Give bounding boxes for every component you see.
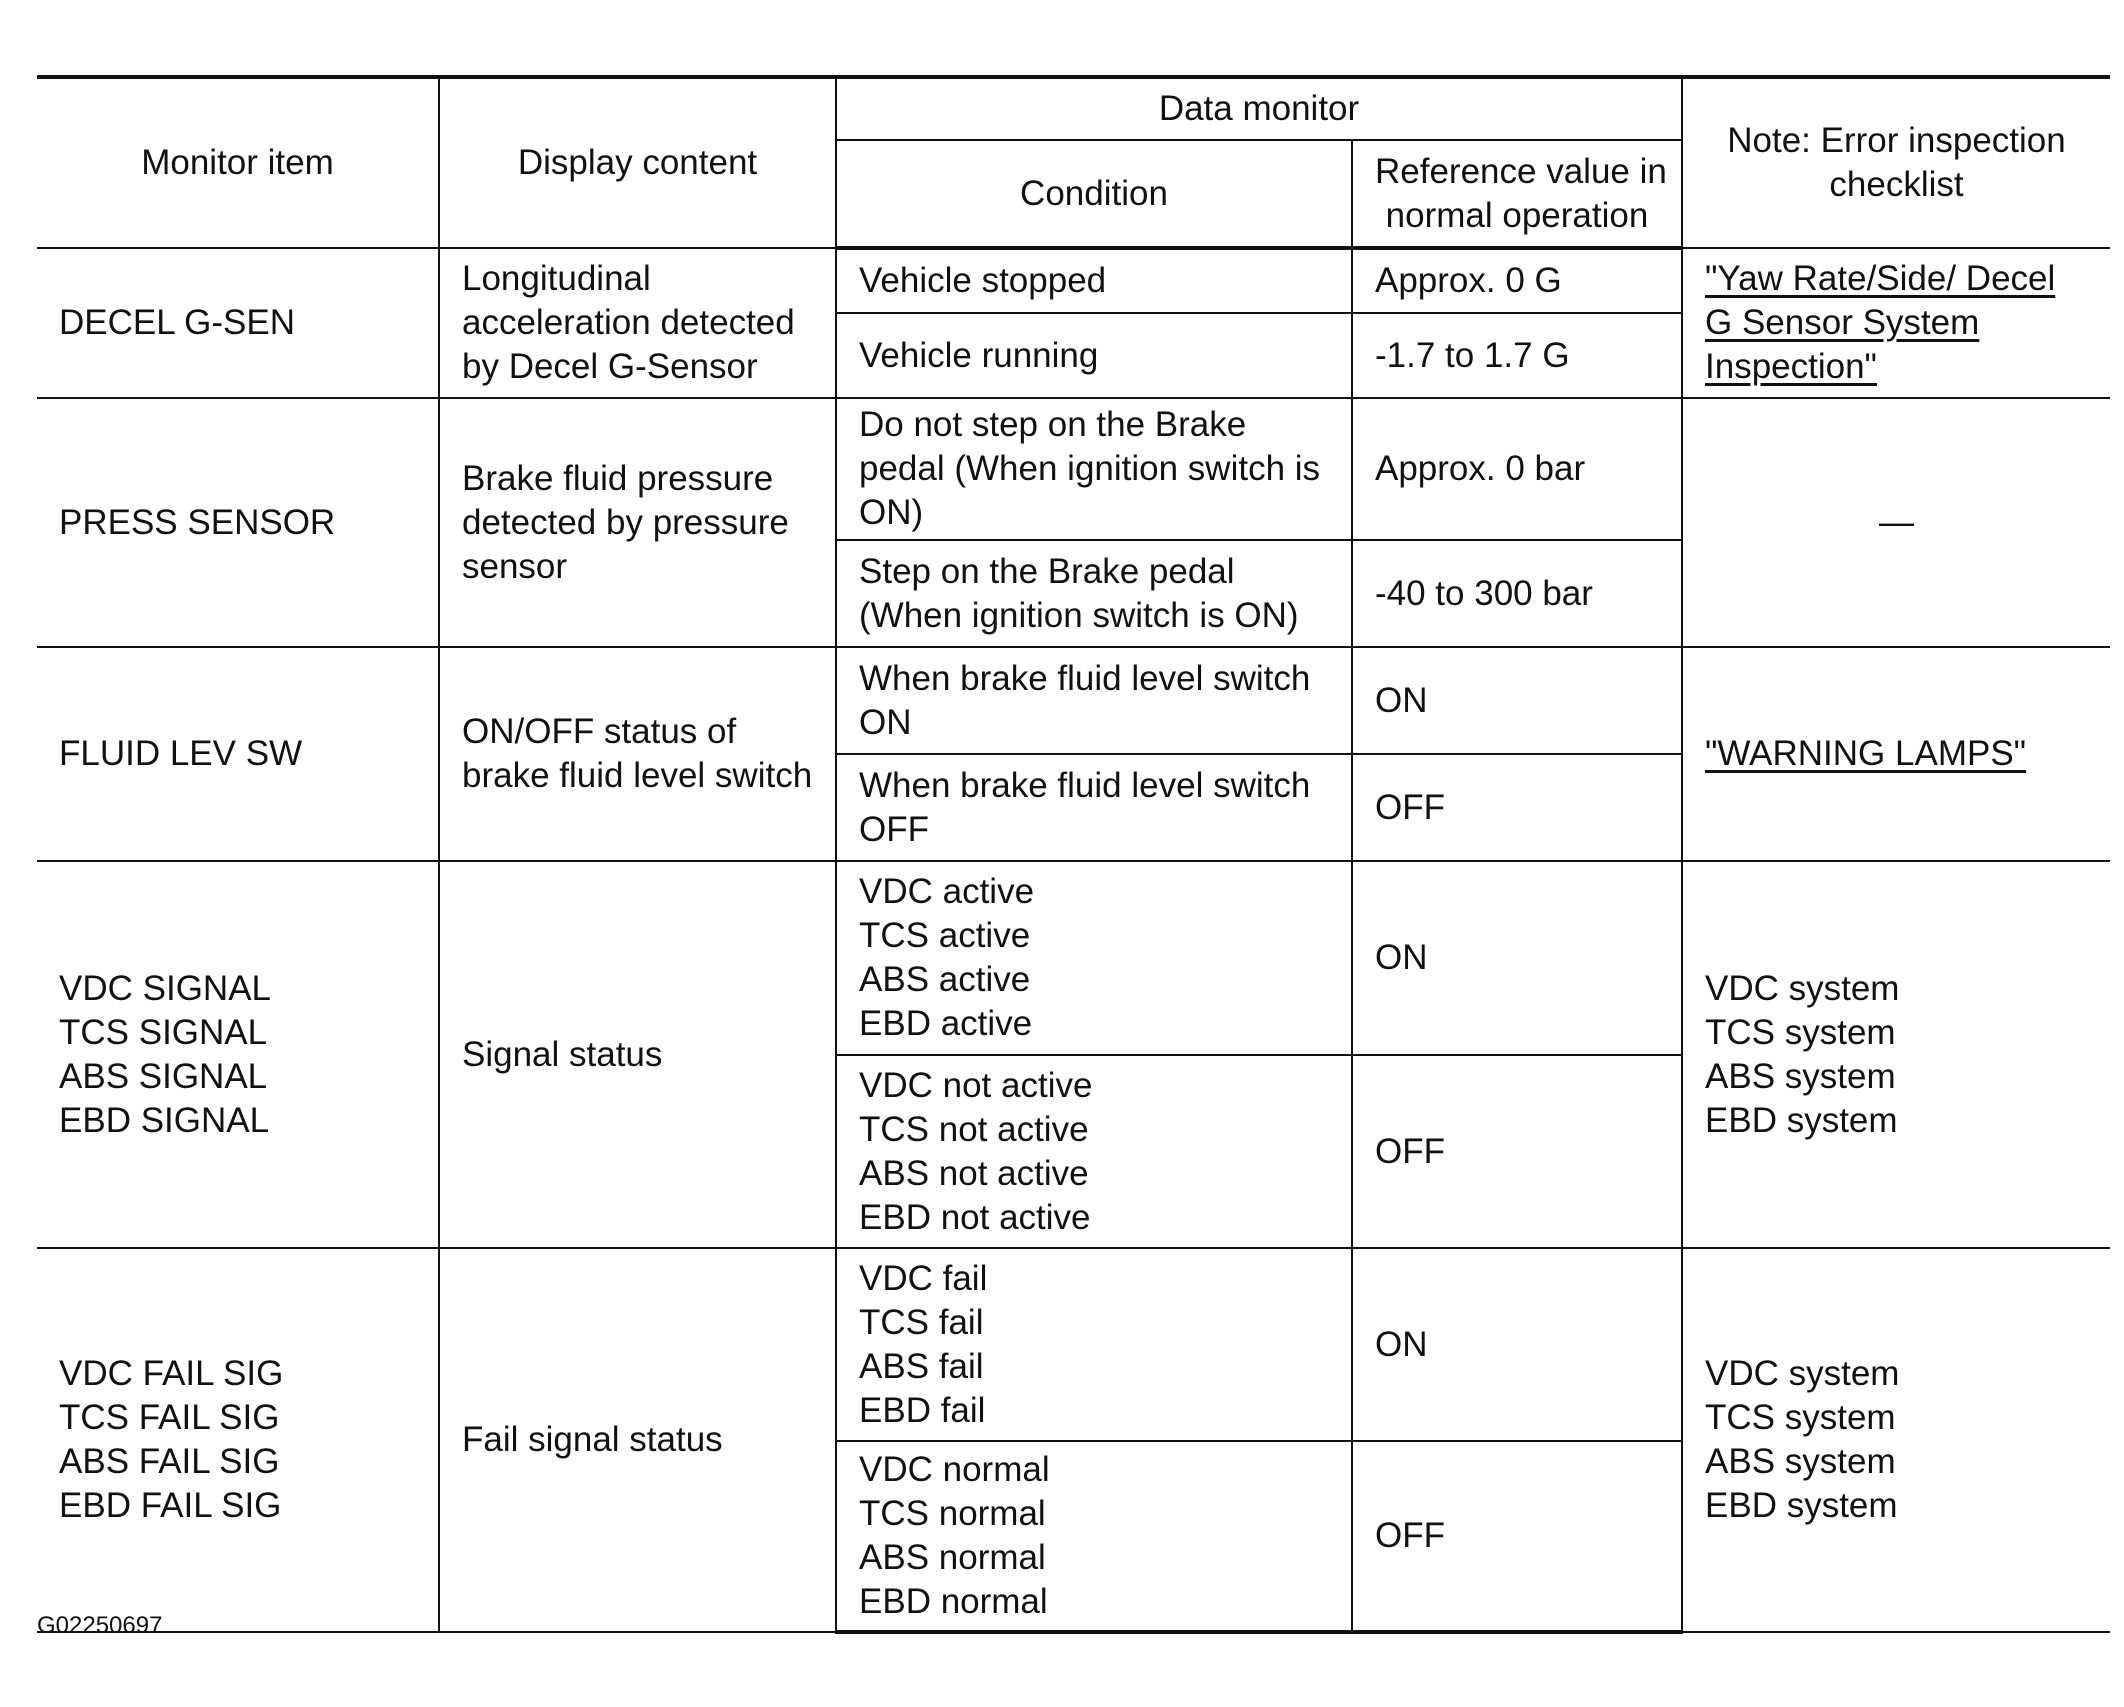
condition-line: ABS not active <box>859 1153 1089 1193</box>
display-content-cell: Brake fluid pressure detected by pressure sensor <box>439 398 836 647</box>
warning-lamps-link[interactable]: "WARNING LAMPS" <box>1705 734 2027 773</box>
monitor-item-line: VDC FAIL SIG <box>59 1354 284 1393</box>
note-line: VDC system <box>1705 1354 1900 1393</box>
display-content-cell: ON/OFF status of brake fluid level switch <box>439 647 836 861</box>
condition-line: TCS active <box>859 916 1031 955</box>
monitor-item-line: ABS SIGNAL <box>59 1056 268 1096</box>
reference-cell: ON <box>1352 861 1682 1055</box>
inspection-link[interactable]: "Yaw Rate/Side/ Decel G Sensor System Inspection" <box>1705 259 2056 386</box>
header-display-content: Display content <box>439 77 836 248</box>
note-line: TCS system <box>1705 1398 1896 1437</box>
table-row <box>37 398 2110 540</box>
condition-cell <box>836 861 1352 1055</box>
condition-line: ABS fail <box>859 1346 984 1386</box>
condition-line: TCS normal <box>859 1494 1046 1533</box>
condition-line: VDC not active <box>859 1065 1093 1105</box>
table-row <box>37 248 2110 313</box>
header-reference-line-1: Reference value in <box>1375 151 1667 191</box>
table-row <box>37 861 2110 1055</box>
condition-cell: Do not step on the Brake pedal (When ignition switch is ON) <box>836 398 1352 540</box>
note-cell <box>1682 1248 2110 1632</box>
data-monitor-table <box>37 75 2110 1634</box>
note-cell <box>1682 647 2110 861</box>
condition-line: VDC normal <box>859 1450 1050 1489</box>
condition-line: ABS active <box>859 960 1031 999</box>
monitor-item-line: EBD SIGNAL <box>59 1100 270 1140</box>
display-content-cell: Signal status <box>439 861 836 1248</box>
condition-line: ABS normal <box>859 1538 1046 1577</box>
note-cell <box>1682 861 2110 1248</box>
note-line: ABS system <box>1705 1442 1896 1481</box>
reference-cell: OFF <box>1352 1441 1682 1632</box>
monitor-item-cell: PRESS SENSOR <box>37 398 439 647</box>
monitor-item-line: VDC SIGNAL <box>59 968 271 1008</box>
reference-cell: Approx. 0 bar <box>1352 398 1682 540</box>
condition-cell: When brake fluid level switch OFF <box>836 754 1352 861</box>
note-cell: — <box>1682 398 2110 647</box>
header-reference-value <box>1352 140 1682 248</box>
condition-cell: Vehicle stopped <box>836 248 1352 313</box>
reference-cell: -1.7 to 1.7 G <box>1352 313 1682 398</box>
condition-cell <box>836 1248 1352 1441</box>
condition-cell: Vehicle running <box>836 313 1352 398</box>
note-line: TCS system <box>1705 1012 1896 1052</box>
monitor-item-line: TCS SIGNAL <box>59 1012 268 1052</box>
table-row <box>37 1248 2110 1441</box>
note-line: ABS system <box>1705 1056 1896 1096</box>
monitor-item-cell: FLUID LEV SW <box>37 647 439 861</box>
reference-cell: -40 to 300 bar <box>1352 540 1682 647</box>
header-note-line-1: Note: Error inspection <box>1727 121 2066 160</box>
condition-cell <box>836 1055 1352 1248</box>
reference-cell: Approx. 0 G <box>1352 248 1682 313</box>
condition-line: EBD normal <box>859 1582 1048 1621</box>
monitor-item-line: EBD FAIL SIG <box>59 1486 282 1525</box>
header-data-monitor: Data monitor <box>836 77 1682 140</box>
condition-line: EBD fail <box>859 1390 986 1430</box>
condition-line: VDC fail <box>859 1258 988 1298</box>
header-note <box>1682 77 2110 248</box>
header-reference-line-2: normal operation <box>1385 195 1649 235</box>
monitor-item-cell: DECEL G-SEN <box>37 248 439 398</box>
condition-line: EBD not active <box>859 1197 1091 1237</box>
monitor-item-cell <box>37 861 439 1248</box>
reference-cell: ON <box>1352 1248 1682 1441</box>
note-cell <box>1682 248 2110 398</box>
condition-cell: When brake fluid level switch ON <box>836 647 1352 754</box>
condition-line: TCS fail <box>859 1302 984 1342</box>
header-monitor-item: Monitor item <box>37 77 439 248</box>
header-condition: Condition <box>836 140 1352 248</box>
condition-cell <box>836 1441 1352 1632</box>
monitor-item-line: TCS FAIL SIG <box>59 1398 280 1437</box>
monitor-item-line: ABS FAIL SIG <box>59 1442 280 1481</box>
condition-line: EBD active <box>859 1004 1033 1043</box>
condition-line: VDC active <box>859 872 1035 911</box>
note-line: EBD system <box>1705 1100 1898 1140</box>
condition-cell: Step on the Brake pedal (When ignition switch is ON) <box>836 540 1352 647</box>
display-content-cell: Fail signal status <box>439 1248 836 1632</box>
condition-line: TCS not active <box>859 1109 1089 1149</box>
reference-cell: OFF <box>1352 754 1682 861</box>
figure-code: G02250697 <box>37 1612 163 1639</box>
note-line: EBD system <box>1705 1486 1898 1525</box>
reference-cell: OFF <box>1352 1055 1682 1248</box>
header-note-line-2: checklist <box>1829 165 1964 204</box>
reference-cell: ON <box>1352 647 1682 754</box>
display-content-cell: Longitudinal acceleration detected by Decel G-Sensor <box>439 248 836 398</box>
note-line: VDC system <box>1705 968 1900 1008</box>
monitor-item-cell <box>37 1248 439 1632</box>
table-row <box>37 647 2110 754</box>
